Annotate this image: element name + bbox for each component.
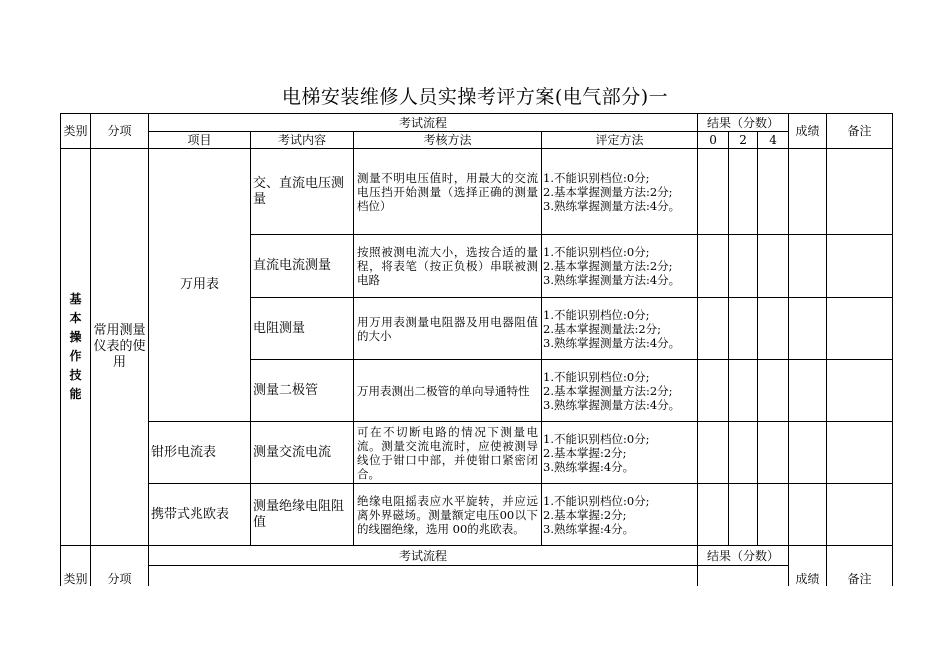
score-cell-4[interactable] xyxy=(758,422,789,484)
method-cell: 绝缘电阻摇表应水平旋转，并应远离外界磁场。测量额定电压00以下的线圈绝缘，选用 00的兆欧表。 xyxy=(354,484,542,546)
evaluation-cell xyxy=(542,360,698,422)
header-category-repeat: 类别 xyxy=(61,546,91,586)
evaluation-line: 1.不能识别档位:0分; xyxy=(543,307,650,322)
score-cell-2[interactable] xyxy=(729,235,758,298)
remark-cell[interactable] xyxy=(827,235,893,298)
remark-cell[interactable] xyxy=(827,298,893,360)
header-result: 结果（分数） xyxy=(698,114,789,132)
category-char: 能 xyxy=(69,387,82,401)
content-cell: 电阻测量 xyxy=(251,298,354,360)
method-cell: 可在不切断电路的情况下测量电流。测量交流电流时，应使被测导线位于钳口中部，并使钳口紧密闭合。 xyxy=(354,422,542,484)
table-row xyxy=(61,484,893,546)
remark-cell[interactable] xyxy=(827,422,893,484)
evaluation-line: 1.不能识别档位:0分; xyxy=(543,493,650,508)
score-cell-2[interactable] xyxy=(729,149,758,235)
table-row xyxy=(61,422,893,484)
remark-cell[interactable] xyxy=(827,149,893,235)
evaluation-line: 1.不能识别档位:0分; xyxy=(543,170,650,185)
item-multimeter: 万用表 xyxy=(149,149,251,422)
score-cell-0[interactable] xyxy=(698,422,729,484)
item-clamp-meter: 钳形电流表 xyxy=(149,422,251,484)
evaluation-line: 3.熟练掌握:4分。 xyxy=(543,459,635,474)
evaluation-line: 2.基本掌握测量方法:2分; xyxy=(543,184,673,199)
header-exam-process-repeat: 考试流程 xyxy=(149,546,698,566)
content-cell: 测量交流电流 xyxy=(251,422,354,484)
evaluation-cell xyxy=(542,149,698,235)
evaluation-line: 2.基本掌握测量方法:2分; xyxy=(543,259,673,273)
method-cell: 测量不明电压值时，用最大的交流电压挡开始测量（选择正确的测量档位） xyxy=(354,149,542,235)
grade-cell[interactable] xyxy=(789,484,827,546)
content-cell: 交、直流电压测量 xyxy=(251,149,354,235)
score-cell-0[interactable] xyxy=(698,235,729,298)
header-remark-repeat: 备注 xyxy=(827,546,893,586)
score-cell-4[interactable] xyxy=(758,149,789,235)
grade-cell[interactable] xyxy=(789,298,827,360)
remark-cell[interactable] xyxy=(827,484,893,546)
content-cell: 测量二极管 xyxy=(251,360,354,422)
header-grade-repeat: 成绩 xyxy=(789,546,827,586)
category-char: 本 xyxy=(69,311,82,325)
grade-cell[interactable] xyxy=(789,235,827,298)
assessment-table xyxy=(60,113,893,586)
header-score-4: 4 xyxy=(758,132,789,149)
category-char: 技 xyxy=(69,368,82,382)
header-evaluation: 评定方法 xyxy=(542,132,698,149)
evaluation-line: 3.熟练掌握:4分。 xyxy=(543,521,635,536)
header-sub-item: 分项 xyxy=(91,114,149,149)
score-cell-2[interactable] xyxy=(729,360,758,422)
sub-item-cell: 常用测量仪表的使用 xyxy=(91,149,149,546)
evaluation-line: 3.熟练掌握测量方法:4分。 xyxy=(543,397,681,412)
content-cell: 测量绝缘电阻阻值 xyxy=(251,484,354,546)
evaluation-line: 3.熟练掌握测量方法:4分。 xyxy=(543,335,681,350)
table-row xyxy=(61,149,893,235)
score-cell-2[interactable] xyxy=(729,298,758,360)
evaluation-cell xyxy=(542,422,698,484)
header-item: 项目 xyxy=(149,132,251,149)
score-cell-2[interactable] xyxy=(729,484,758,546)
evaluation-line: 1.不能识别档位:0分; xyxy=(543,369,650,384)
header-score-2: 2 xyxy=(729,132,758,149)
evaluation-line: 2.基本掌握测量法:2分; xyxy=(543,321,662,336)
score-cell-0[interactable] xyxy=(698,360,729,422)
evaluation-line: 2.基本掌握:2分; xyxy=(543,507,627,522)
score-cell-0[interactable] xyxy=(698,149,729,235)
evaluation-line: 2.基本掌握测量方法:2分; xyxy=(543,383,673,398)
evaluation-line: 1.不能识别档位:0分; xyxy=(543,245,650,259)
item-megohmmeter: 携带式兆欧表 xyxy=(149,484,251,546)
category-char: 基 xyxy=(69,292,82,306)
category-cell xyxy=(61,149,91,546)
evaluation-cell xyxy=(542,235,698,298)
header-score-0: 0 xyxy=(698,132,729,149)
header-content: 考试内容 xyxy=(251,132,354,149)
header-result-repeat: 结果（分数） xyxy=(698,546,789,566)
header-grade: 成绩 xyxy=(789,114,827,149)
score-cell-2[interactable] xyxy=(729,422,758,484)
evaluation-line: 3.熟练掌握测量方法:4分。 xyxy=(543,198,681,213)
category-char: 作 xyxy=(69,349,82,363)
evaluation-cell xyxy=(542,298,698,360)
score-cell-4[interactable] xyxy=(758,484,789,546)
grade-cell[interactable] xyxy=(789,360,827,422)
evaluation-line: 3.熟练掌握测量方法:4分。 xyxy=(543,273,681,287)
grade-cell[interactable] xyxy=(789,149,827,235)
header-remark: 备注 xyxy=(827,114,893,149)
score-cell-4[interactable] xyxy=(758,360,789,422)
page-title: 电梯安装维修人员实操考评方案(电气部分)一 xyxy=(281,86,669,108)
method-cell: 按照被测电流大小，选按合适的量程，将表笔（按正负极）串联被测电路 xyxy=(354,235,542,298)
evaluation-line: 2.基本掌握:2分; xyxy=(543,445,627,460)
score-cell-4[interactable] xyxy=(758,235,789,298)
method-cell: 用万用表测量电阻器及用电器阻值的大小 xyxy=(354,298,542,360)
remark-cell[interactable] xyxy=(827,360,893,422)
grade-cell[interactable] xyxy=(789,422,827,484)
score-cell-0[interactable] xyxy=(698,484,729,546)
method-cell: 万用表测出二极管的单向导通特性 xyxy=(354,360,542,422)
evaluation-cell xyxy=(542,484,698,546)
score-cell-4[interactable] xyxy=(758,298,789,360)
evaluation-line: 1.不能识别档位:0分; xyxy=(543,431,650,446)
score-cell-0[interactable] xyxy=(698,298,729,360)
header-category: 类别 xyxy=(61,114,91,149)
header-method: 考核方法 xyxy=(354,132,542,149)
header-exam-process: 考试流程 xyxy=(149,114,698,132)
category-char: 操 xyxy=(69,330,82,344)
content-cell: 直流电流测量 xyxy=(251,235,354,298)
assessment-table-sheet xyxy=(60,113,892,586)
header-sub-item-repeat: 分项 xyxy=(91,546,149,586)
